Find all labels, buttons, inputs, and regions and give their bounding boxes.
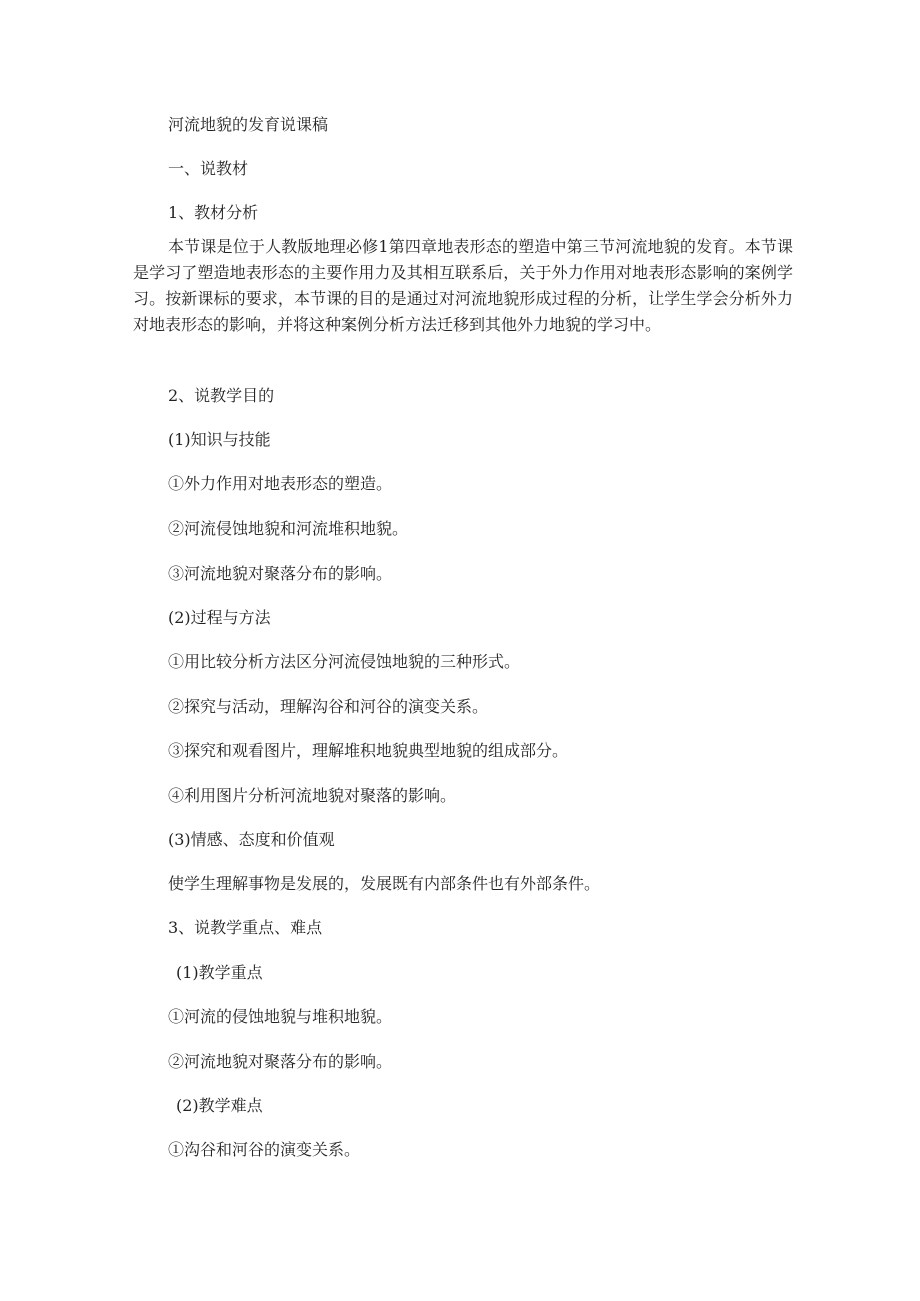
list-item: ③探究和观看图片，理解堆积地貌典型地貌的组成部分。 [168,741,569,760]
list-item: ①河流的侵蚀地貌与堆积地貌。 [168,1007,393,1026]
goal-values-title: (3)情感、态度和价值观 [168,830,335,849]
section-heading-textbook: 一、说教材 [168,159,249,178]
list-item: ③河流地貌对聚落分布的影响。 [168,564,393,583]
list-item: ①外力作用对地表形态的塑造。 [168,474,393,493]
list-item: ④利用图片分析河流地貌对聚落的影响。 [168,786,457,805]
goal-knowledge-title: (1)知识与技能 [168,430,271,449]
paragraph-textbook-analysis: 本节课是位于人教版地理必修1第四章地表形态的塑造中第三节河流地貌的发育。本节课是学习了塑造地表形态的主要作用力及其相互联系后，关于外力作用对地表形态影响的案例学习。按新课标的要求，本节课的目的是通过对河流地貌形成过程的分析，让学生学会分析外力对地表形态的影响，并将这种案例分析方法迁移到其他外力地貌的学习中。 [133,237,793,334]
list-item: ②河流侵蚀地貌和河流堆积地貌。 [168,519,409,538]
key-points-title: (1)教学重点 [176,963,263,982]
goal-values-text: 使学生理解事物是发展的，发展既有内部条件也有外部条件。 [168,874,601,893]
subheading-key-difficult: 3、说教学重点、难点 [168,918,323,937]
document-title: 河流地貌的发育说课稿 [168,115,329,134]
subheading-teaching-goals: 2、说教学目的 [168,386,275,405]
list-item: ②河流地貌对聚落分布的影响。 [168,1052,393,1071]
subheading-textbook-analysis: 1、教材分析 [168,203,259,222]
list-item: ②探究与活动，理解沟谷和河谷的演变关系。 [168,697,489,716]
list-item: ①沟谷和河谷的演变关系。 [168,1140,361,1159]
difficult-points-title: (2)教学难点 [176,1096,263,1115]
goal-process-title: (2)过程与方法 [168,608,271,627]
list-item: ①用比较分析方法区分河流侵蚀地貌的三种形式。 [168,652,521,671]
